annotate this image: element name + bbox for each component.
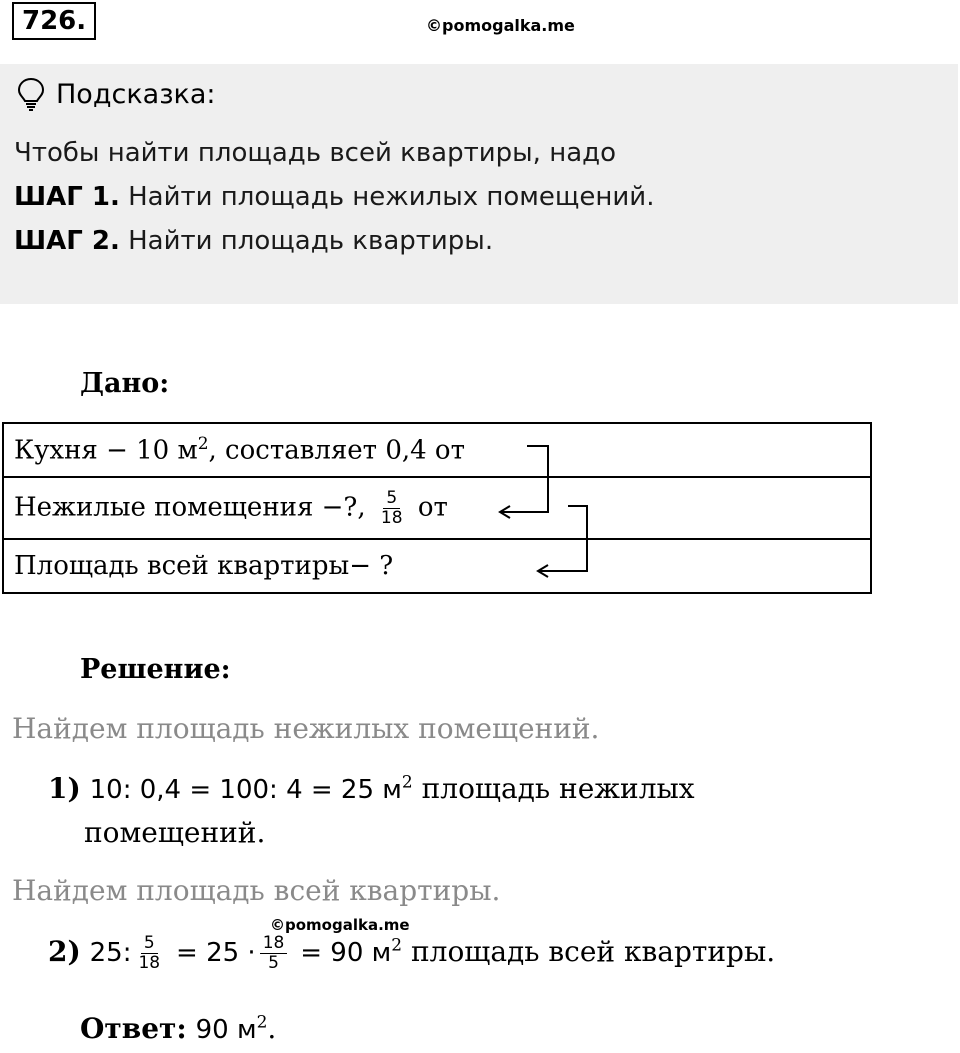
fraction-denominator: 18 <box>138 953 161 973</box>
step-text: площадь нежилых <box>412 772 695 805</box>
fraction-numerator: 5 <box>141 934 158 954</box>
step-math: 10: 0,4 = 100: 4 = 25 м <box>89 775 402 805</box>
solution-heading: Решение: <box>80 654 231 685</box>
watermark: ©pomogalka.me <box>426 16 575 35</box>
lightbulb-icon <box>16 77 46 111</box>
given-row-total <box>3 539 871 593</box>
given-text: от <box>417 492 448 522</box>
given-row-kitchen <box>3 423 871 477</box>
fraction-denominator: 5 <box>268 953 279 973</box>
step-math: = 25 · <box>176 938 256 968</box>
hint-step-text: Найти площадь нежилых помещений. <box>119 182 655 212</box>
superscript: 2 <box>256 1012 268 1033</box>
step-math: = 90 м <box>300 938 392 968</box>
given-cell <box>3 477 871 539</box>
hint-step-label: ШАГ 2. <box>14 226 120 256</box>
superscript: 2 <box>391 935 403 956</box>
fraction-numerator: 5 <box>383 489 400 509</box>
given-text: Кухня − 10 м <box>14 435 198 466</box>
answer-tail: . <box>267 1012 277 1045</box>
given-row-nonliving <box>3 477 871 539</box>
fraction <box>135 934 163 973</box>
problem-number: 726. <box>12 2 96 40</box>
step-text: площадь всей квартиры. <box>402 935 776 968</box>
given-cell <box>3 539 871 593</box>
fraction-numerator: 18 <box>260 934 288 954</box>
answer-label: Ответ: <box>80 1012 187 1045</box>
answer-line <box>80 1012 276 1045</box>
hint-step-label: ШАГ 1. <box>14 182 120 212</box>
hint-step-1 <box>14 182 654 212</box>
superscript: 2 <box>401 772 413 793</box>
solution-comment-1: Найдем площадь нежилых помещений. <box>12 712 600 745</box>
solution-step-2 <box>48 934 775 973</box>
given-text: Нежилые помещения −?, <box>14 492 366 522</box>
fraction <box>378 489 406 528</box>
given-text: Площадь всей квартиры− ? <box>14 551 394 581</box>
given-cell <box>3 423 871 477</box>
hint-step-2 <box>14 226 493 256</box>
superscript: 2 <box>197 434 209 455</box>
hint-step-text: Найти площадь квартиры. <box>119 226 494 256</box>
answer-value: 90 м <box>195 1015 257 1045</box>
step-number: 1) <box>48 772 81 805</box>
given-heading: Дано: <box>80 368 170 399</box>
hint-title: Подсказка: <box>56 78 216 110</box>
solution-comment-2: Найдем площадь всей квартиры. <box>12 874 501 907</box>
step-math: 25: <box>89 938 132 968</box>
solution-step-1-continuation: помещений. <box>84 816 266 849</box>
solution-step-1 <box>48 772 695 805</box>
hint-intro: Чтобы найти площадь всей квартиры, надо <box>14 138 617 168</box>
fraction <box>260 934 288 973</box>
watermark: ©pomogalka.me <box>270 916 410 934</box>
hint-title-row <box>16 76 216 112</box>
fraction-denominator: 18 <box>380 507 403 528</box>
given-table <box>2 422 872 594</box>
step-number: 2) <box>48 935 81 968</box>
given-text: , составляет 0,4 от <box>208 435 465 466</box>
